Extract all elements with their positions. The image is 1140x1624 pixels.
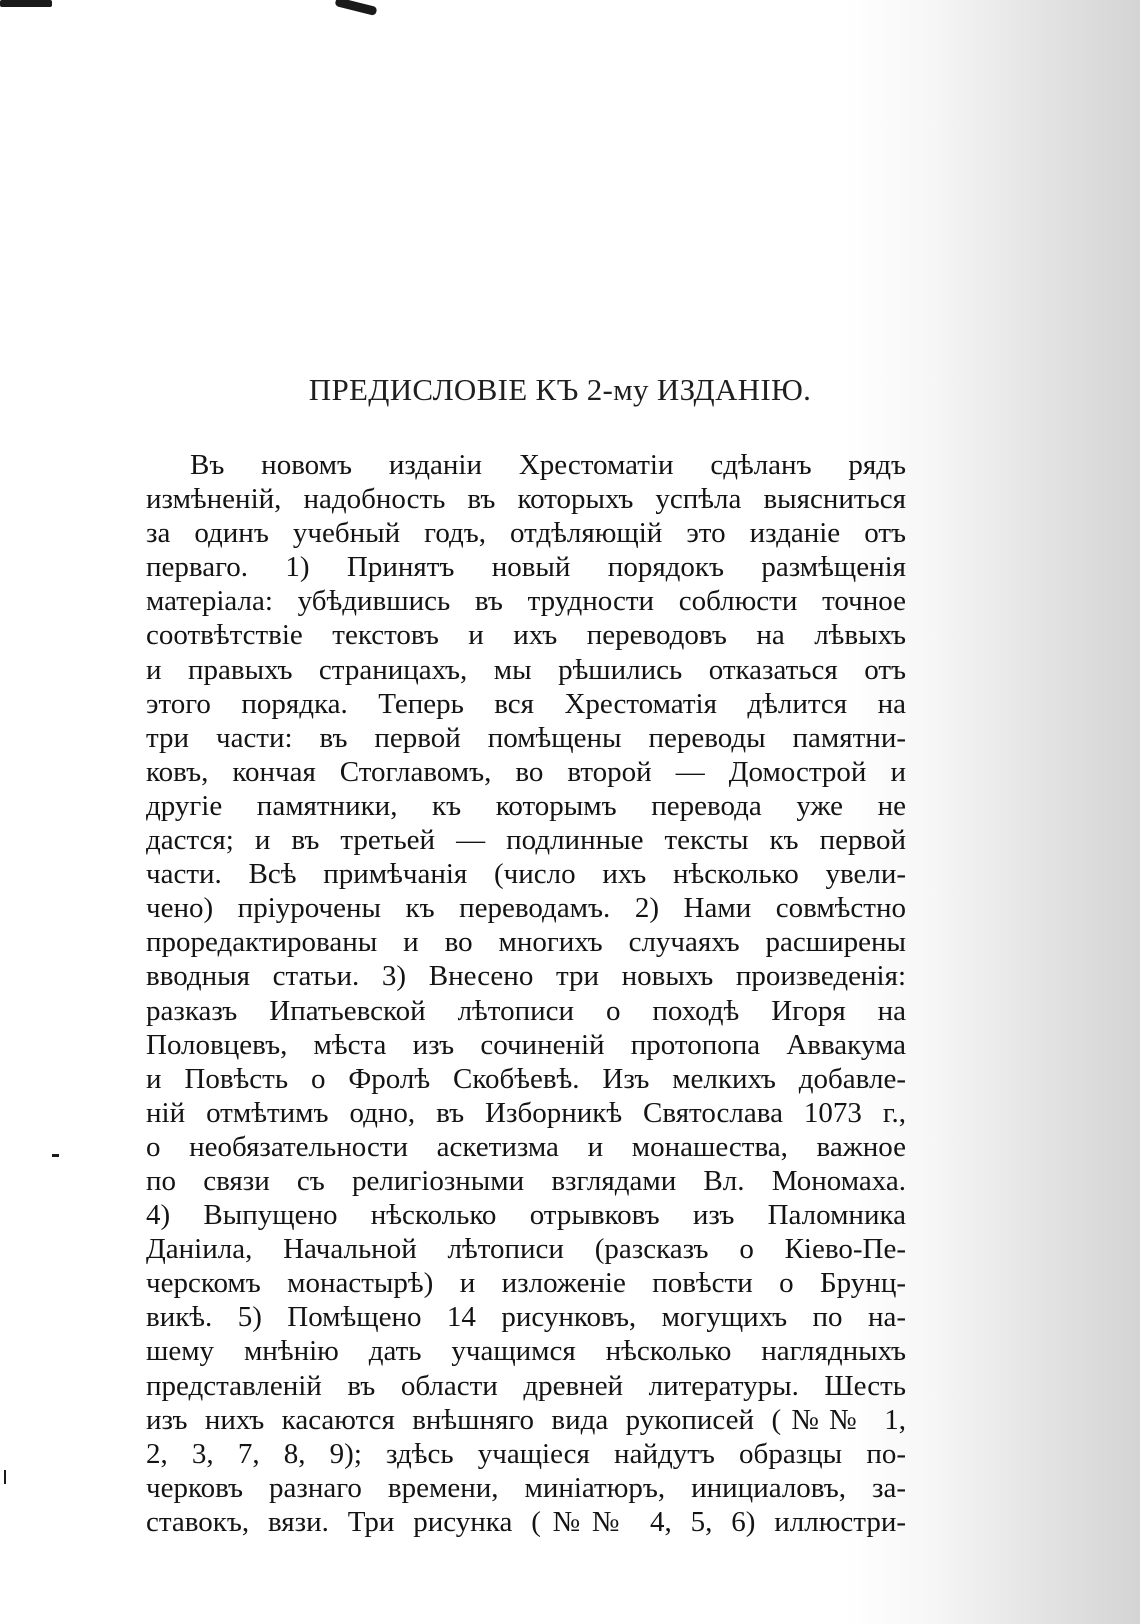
text-line: 4) Выпущено нѣсколько отрывковъ изъ Паломника	[146, 1199, 906, 1232]
text-line: Въ новомъ изданіи Хрестоматіи сдѣланъ рядъ	[190, 449, 906, 481]
scan-mark-top	[335, 0, 378, 16]
preface-body	[146, 448, 906, 1539]
text-line: дастся; и въ третьей — подлинные тексты къ первой	[146, 824, 906, 857]
text-line: изъ нихъ касаются внѣшняго вида рукописей (№№ 1,	[146, 1403, 906, 1436]
text-line: соотвѣтствіе текстовъ и ихъ переводовъ на лѣвыхъ	[146, 619, 906, 652]
text-line: Даніила, Начальной лѣтописи (разсказъ о Кіево-Пе-	[146, 1233, 906, 1266]
scan-mark-top-left	[0, 0, 52, 7]
text-line: о необязательности аскетизма и монашества, важное	[146, 1130, 906, 1163]
text-line: три части: въ первой помѣщены переводы памятни-	[146, 721, 906, 754]
text-line: и Повѣсть о Фролѣ Скобѣевѣ. Изъ мелкихъ добавле-	[146, 1062, 906, 1095]
scan-mark-margin	[52, 1154, 59, 1157]
text-line: измѣненій, надобность въ которыхъ успѣла выясниться	[146, 483, 906, 516]
text-line: Половцевъ, мѣста изъ сочиненій протопопа Аввакума	[146, 1028, 906, 1061]
text-line: черковъ разнаго времени, миніатюръ, инициаловъ, за-	[146, 1471, 906, 1504]
page-title: ПРЕДИСЛОВІЕ КЪ 2-му ИЗДАНІЮ.	[308, 372, 812, 407]
text-line: проредактированы и во многихъ случаяхъ расширены	[146, 926, 906, 959]
text-line: по связи съ религіозными взглядами Вл. Мономаха.	[146, 1164, 906, 1197]
text-line: представленій въ области древней литературы. Шесть	[146, 1369, 906, 1402]
text-line: этого порядка. Теперь вся Хрестоматія дѣлится на	[146, 687, 906, 720]
text-line: матеріала: убѣдившись въ трудности соблюсти точное	[146, 585, 906, 618]
text-line: другіе памятники, къ которымъ перевода уже не	[146, 789, 906, 822]
text-line: разказъ Ипатьевской лѣтописи о походѣ Игоря на	[146, 994, 906, 1027]
text-line: и правыхъ страницахъ, мы рѣшились отказаться отъ	[146, 653, 906, 686]
scan-mark-bottom-left	[4, 1470, 6, 1484]
text-line: части. Всѣ примѣчанія (число ихъ нѣсколько увели-	[146, 858, 906, 891]
text-line: вводныя статьи. 3) Внесено три новыхъ произведенія:	[146, 960, 906, 993]
text-line: чено) пріурочены къ переводамъ. 2) Нами совмѣстно	[146, 892, 906, 925]
text-line: шему мнѣнію дать учащимся нѣсколько наглядныхъ	[146, 1335, 906, 1368]
text-line: викѣ. 5) Помѣщено 14 рисунковъ, могущихъ по на-	[146, 1301, 906, 1334]
text-line: за одинъ учебный годъ, отдѣляющій это изданіе отъ	[146, 517, 906, 550]
text-line: ставокъ, вязи. Три рисунка (№№ 4, 5, 6) иллюстри-	[146, 1505, 906, 1538]
text-line: ковъ, кончая Стоглавомъ, во второй — Домострой и	[146, 755, 906, 788]
text-line: перваго. 1) Принятъ новый порядокъ размѣщенія	[146, 551, 906, 584]
text-line: ній отмѣтимъ одно, въ Изборникѣ Святослава 1073 г.,	[146, 1096, 906, 1129]
text-line: 2, 3, 7, 8, 9); здѣсь учащіеся найдутъ образцы по-	[146, 1437, 906, 1470]
text-line: черскомъ монастырѣ) и изложеніе повѣсти о Брунц-	[146, 1267, 906, 1300]
